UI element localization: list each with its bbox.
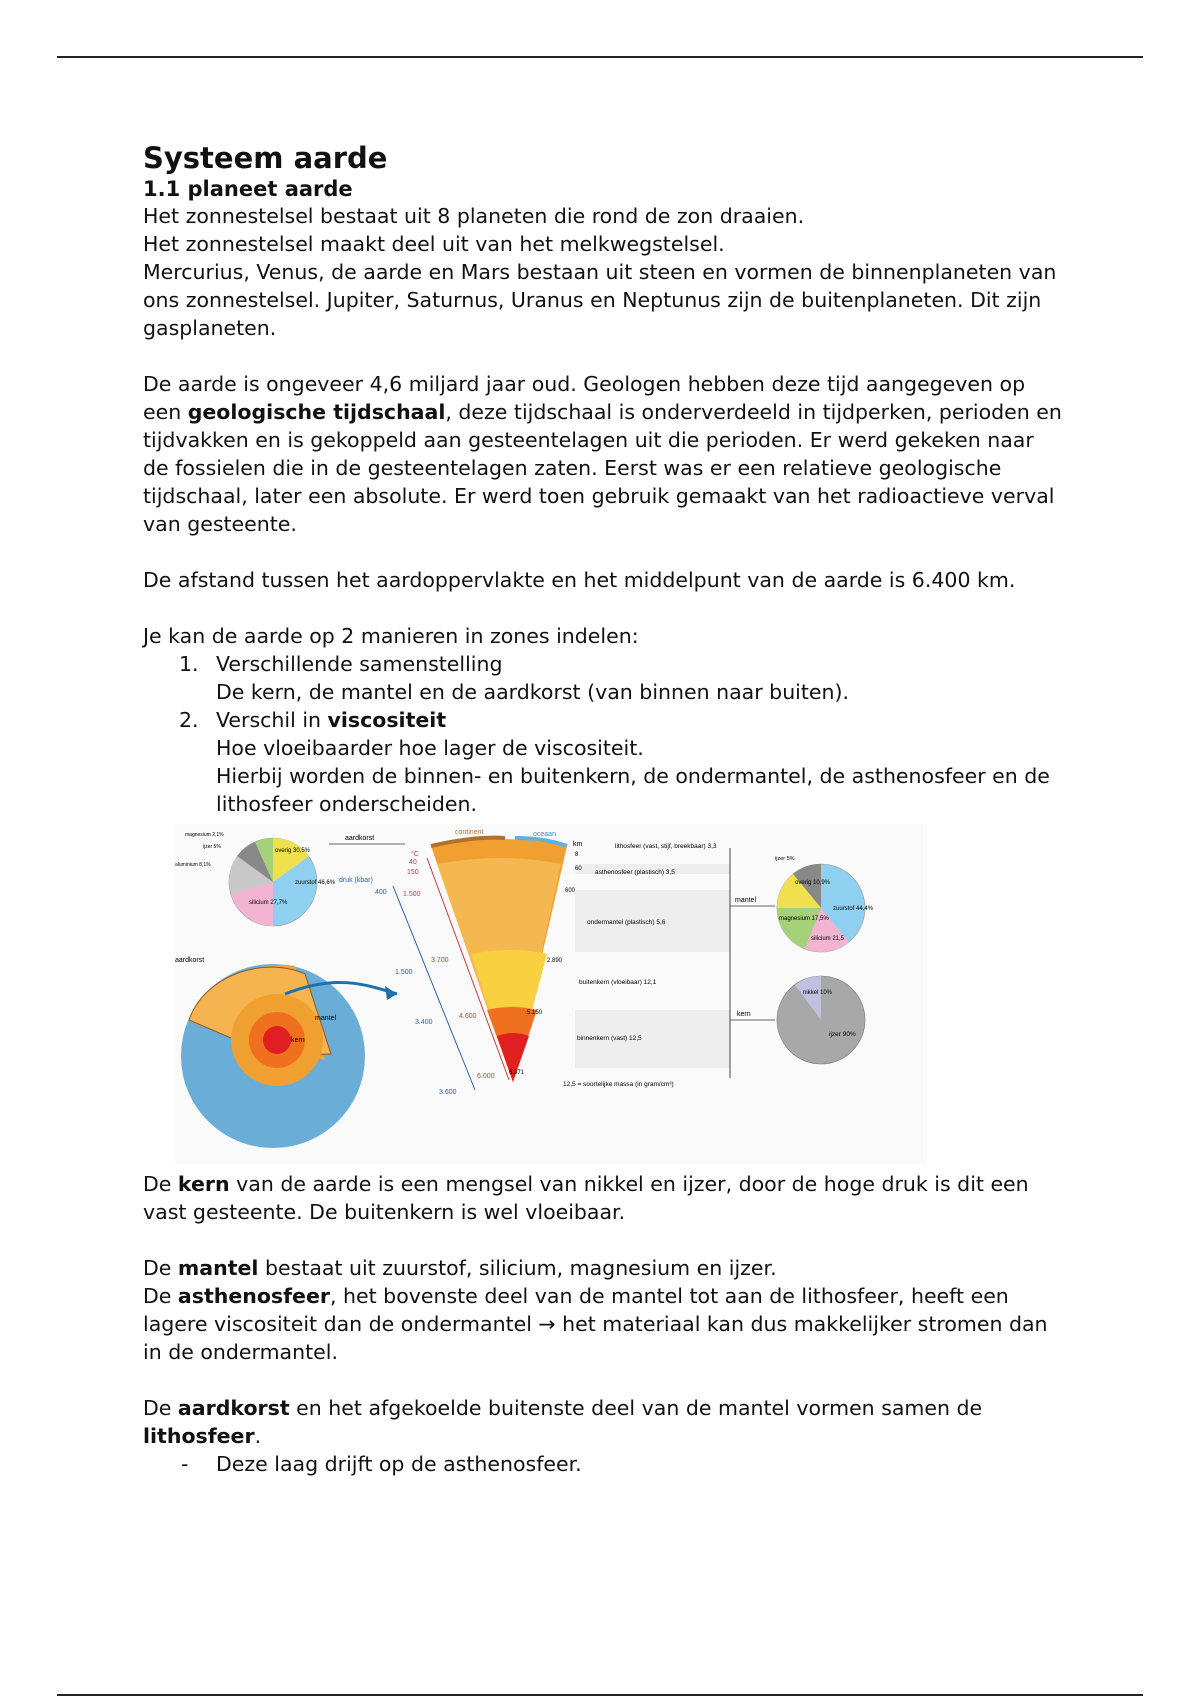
- svg-text:6.000: 6.000: [477, 1073, 495, 1080]
- svg-text:5.150: 5.150: [527, 1010, 543, 1016]
- svg-text:3.400: 3.400: [415, 1019, 433, 1026]
- svg-text:3.700: 3.700: [431, 957, 449, 964]
- asthenosfeer-paragraph: De asthenosfeer, het bovenste deel van de mantel tot aan de lithosfeer, heeft een lagere viscositeit dan de ondermantel → het materiaal kan dus makkelijker stromen dan in de ondermantel.: [143, 1284, 1048, 1364]
- term-lithosfeer: lithosfeer: [143, 1424, 255, 1448]
- aardkorst-paragraph: De aardkorst en het afgekoelde buitenste deel van de mantel vormen samen de lithosfeer.: [143, 1396, 983, 1448]
- age-paragraph: De aarde is ongeveer 4,6 miljard jaar oud. Geologen hebben deze tijd aangegeven op een geologische tijdschaal, deze tijdschaal is onderverdeeld in tijdperken, perioden en tijdvakken en is gekoppeld aan gesteentelagen uit die perioden. Er werd gekeken naar de fossielen die in de gesteentelagen zaten. Eerst was er een relatieve geologische tijdschaal, later een absolute. Er werd toen gebruik gemaakt van het radioactieve verval van gesteente.: [143, 372, 1062, 536]
- svg-text:1.500: 1.500: [395, 969, 413, 976]
- svg-text:400: 400: [375, 889, 387, 896]
- svg-text:kern: kern: [291, 1037, 305, 1044]
- svg-text:mantel: mantel: [315, 1015, 337, 1022]
- svg-text:ijzer 5%: ijzer 5%: [775, 856, 795, 862]
- svg-text:6.371: 6.371: [509, 1070, 525, 1076]
- list-item: - Deze laag drijft op de asthenosfeer.: [181, 1452, 582, 1476]
- svg-text:150: 150: [407, 869, 419, 876]
- page-title: Systeem aarde: [143, 141, 388, 175]
- intro-line-3: Mercurius, Venus, de aarde en Mars bestaan uit steen en vormen de binnenplaneten van ons zonnestelsel. Jupiter, Saturnus, Uranus en Neptunus zijn de buitenplaneten. Dit zijn gasplaneten.: [143, 260, 1057, 340]
- svg-text:aluminium 8,1%: aluminium 8,1%: [175, 862, 211, 868]
- svg-text:binnenkern (vast) 12,5: binnenkern (vast) 12,5: [577, 1035, 642, 1042]
- svg-text:continent: continent: [455, 829, 484, 836]
- mantel-paragraph: De mantel bestaat uit zuurstof, silicium, magnesium en ijzer.: [143, 1256, 777, 1280]
- svg-text:oceaan: oceaan: [533, 831, 556, 838]
- svg-text:mantel: mantel: [735, 897, 757, 904]
- svg-text:overig 30,5%: overig 30,5%: [275, 848, 311, 854]
- earth-structure-figure: [175, 824, 927, 1164]
- svg-text:12,5 = soortelijke massa (in g: 12,5 = soortelijke massa (in gram/cm³): [563, 1081, 674, 1088]
- intro-line-1: Het zonnestelsel bestaat uit 8 planeten die rond de zon draaien.: [143, 204, 805, 228]
- svg-text:1.500: 1.500: [403, 891, 421, 898]
- svg-text:druk (kbar): druk (kbar): [339, 877, 373, 884]
- svg-text:4.600: 4.600: [459, 1013, 477, 1020]
- svg-text:ondermantel (plastisch) 5,6: ondermantel (plastisch) 5,6: [587, 919, 666, 926]
- svg-text:600: 600: [565, 888, 576, 894]
- document-body: [143, 140, 1063, 1478]
- core-composition-pie: [777, 976, 865, 1064]
- svg-text:3.600: 3.600: [439, 1089, 457, 1096]
- svg-text:2.890: 2.890: [547, 958, 563, 964]
- svg-text:nikkel 10%: nikkel 10%: [803, 990, 833, 996]
- intro-line-2: Het zonnestelsel maakt deel uit van het melkwegstelsel.: [143, 232, 725, 256]
- svg-text:zuurstof 44,4%: zuurstof 44,4%: [833, 906, 874, 912]
- footer-rule: [57, 1694, 1143, 1696]
- svg-text:40: 40: [409, 859, 417, 866]
- svg-text:kern: kern: [737, 1011, 751, 1018]
- zone-item-viscositeit: 2. Verschil in viscositeit Hoe vloeibaarder hoe lager de viscositeit. Hierbij worden de binnen- en buitenkern, de ondermantel, de asthenosfeer en de lithosfeer onderscheiden.: [179, 708, 1050, 816]
- term-mantel: mantel: [177, 1256, 259, 1280]
- svg-text:8: 8: [575, 852, 579, 858]
- svg-text:lithosfeer (vast, stijf, breek: lithosfeer (vast, stijf, breekbaar) 3,3: [615, 843, 717, 850]
- term-geologische-tijdschaal: geologische tijdschaal: [187, 400, 446, 424]
- svg-text:silicium 21,5: silicium 21,5: [811, 936, 845, 942]
- svg-text:overig 10,9%: overig 10,9%: [795, 880, 831, 886]
- svg-text:aardkorst: aardkorst: [345, 835, 375, 842]
- svg-text:°C: °C: [411, 851, 419, 858]
- svg-text:magnesium 2,1%: magnesium 2,1%: [185, 832, 224, 838]
- svg-text:60: 60: [575, 866, 582, 872]
- term-asthenosfeer: asthenosfeer: [177, 1284, 330, 1308]
- svg-text:buitenkern (vloeibaar) 12,1: buitenkern (vloeibaar) 12,1: [579, 979, 657, 986]
- distance-paragraph: De afstand tussen het aardoppervlakte en het middelpunt van de aarde is 6.400 km.: [143, 568, 1016, 592]
- svg-text:asthenosfeer (plastisch) 3,5: asthenosfeer (plastisch) 3,5: [595, 869, 675, 876]
- svg-text:zuurstof 46,6%: zuurstof 46,6%: [295, 880, 336, 886]
- svg-text:km: km: [573, 841, 583, 848]
- zones-intro: Je kan de aarde op 2 manieren in zones indelen:: [143, 624, 639, 648]
- section-title: 1.1 planeet aarde: [143, 177, 353, 201]
- term-kern: kern: [177, 1172, 230, 1196]
- term-viscositeit: viscositeit: [327, 708, 447, 732]
- svg-text:aardkorst: aardkorst: [175, 957, 205, 964]
- kern-paragraph: De kern van de aarde is een mengsel van nikkel en ijzer, door de hoge druk is dit een vast gesteente. De buitenkern is wel vloeibaar.: [143, 1172, 1029, 1224]
- svg-text:silicium 27,7%: silicium 27,7%: [249, 900, 288, 906]
- header-rule: [57, 56, 1143, 58]
- zones-list: [143, 650, 1063, 818]
- svg-text:magnesium 17,5%: magnesium 17,5%: [779, 916, 829, 922]
- svg-text:ijzer 90%: ijzer 90%: [829, 1031, 856, 1038]
- bullet-list: [143, 1450, 1063, 1478]
- zone-item-samenstelling: 1. Verschillende samenstelling De kern, de mantel en de aardkorst (van binnen naar buiten).: [179, 652, 850, 704]
- term-aardkorst: aardkorst: [177, 1396, 290, 1420]
- svg-text:ijzer 5%: ijzer 5%: [203, 844, 221, 850]
